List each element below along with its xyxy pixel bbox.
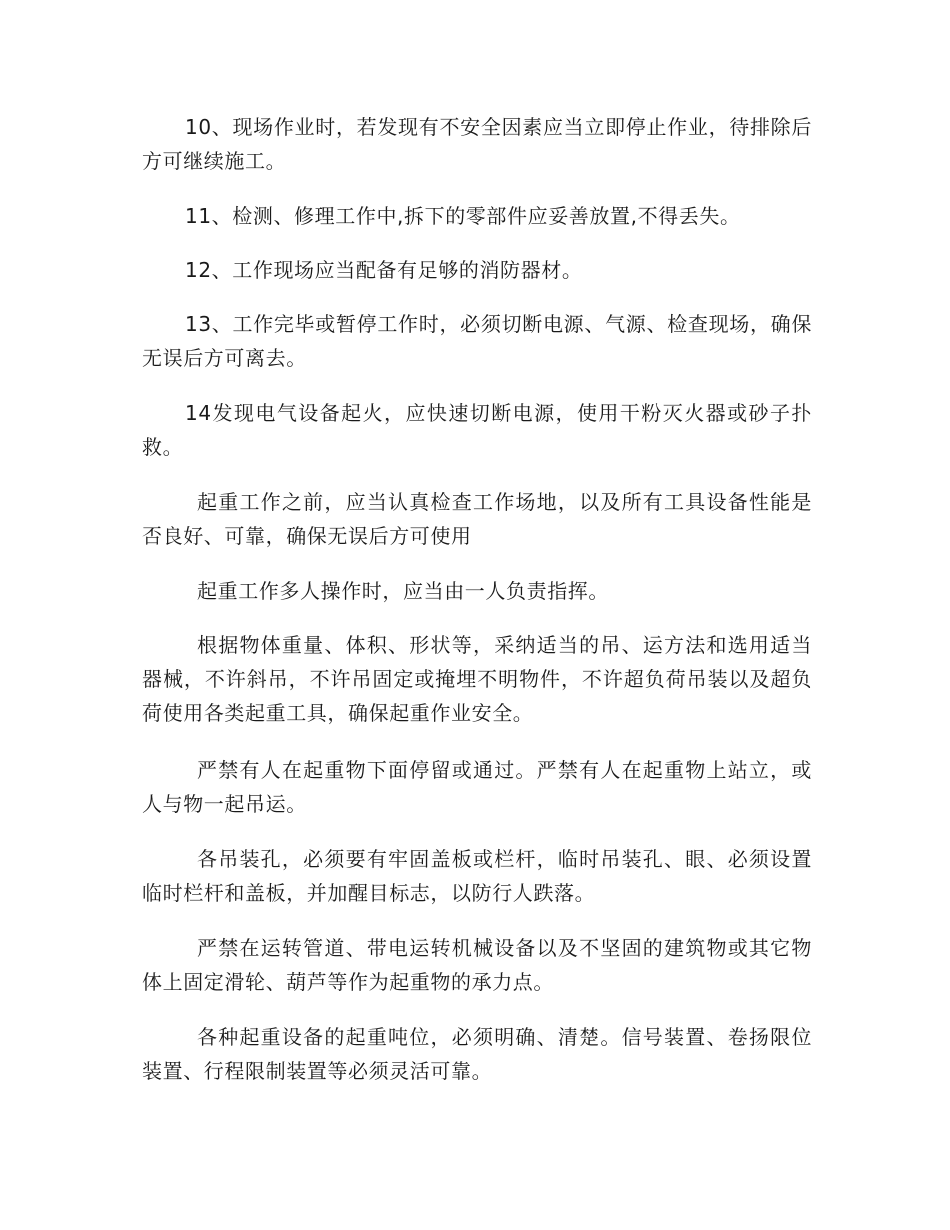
paragraph-item-13: 13、工作完毕或暂停工作时，必须切断电源、气源、检查现场，确保无误后方可离去。 bbox=[142, 312, 812, 370]
paragraph-item-12: 12、工作现场应当配备有足够的消防器材。 bbox=[185, 258, 583, 282]
paragraph-bearing-points: 严禁在运转管道、带电运转机械设备以及不坚固的建筑物或其它物体上固定滑轮、葫芦等作为起重物的承力点。 bbox=[142, 936, 812, 994]
paragraph-item-10: 10、现场作业时，若发现有不安全因素应当立即停止作业，待排除后方可继续施工。 bbox=[142, 115, 812, 173]
paragraph-hoist-holes: 各吊装孔，必须要有牢固盖板或栏杆，临时吊装孔、眼、必须设置临时栏杆和盖板，并加醒目标志，以防行人跌落。 bbox=[142, 847, 812, 905]
paragraph-equipment-tonnage: 各种起重设备的起重吨位，必须明确、清楚。信号装置、卷扬限位装置、行程限制装置等必须灵活可靠。 bbox=[142, 1025, 812, 1083]
paragraph-lifting-command: 起重工作多人操作时，应当由一人负责指挥。 bbox=[197, 579, 609, 603]
paragraph-item-11: 11、检测、修理工作中,拆下的零部件应妥善放置,不得丢失。 bbox=[185, 204, 741, 228]
paragraph-item-14: 14发现电气设备起火，应快速切断电源，使用干粉灭火器或砂子扑救。 bbox=[142, 401, 812, 459]
paragraph-lifting-prep: 起重工作之前，应当认真检查工作场地，以及所有工具设备性能是否良好、可靠，确保无误后方可使用 bbox=[142, 490, 812, 548]
paragraph-lifting-method: 根据物体重量、体积、形状等，采纳适当的吊、运方法和选用适当器械，不许斜吊，不许吊固定或掩埋不明物件，不许超负荷吊装以及超负荷使用各类起重工具，确保起重作业安全。 bbox=[142, 633, 812, 725]
paragraph-lifting-prohibition: 严禁有人在起重物下面停留或通过。严禁有人在起重物上站立，或人与物一起吊运。 bbox=[142, 758, 812, 816]
